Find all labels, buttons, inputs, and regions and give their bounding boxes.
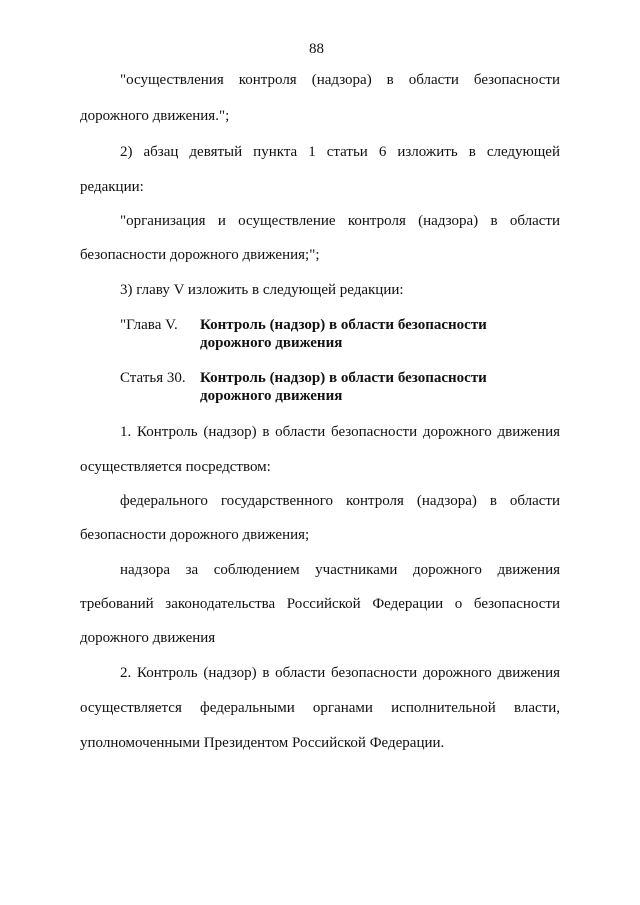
text-line: дорожного движения."; (80, 108, 230, 124)
text-line: редакции: (80, 179, 144, 195)
page-number: 88 (309, 41, 324, 57)
article-title-line: Контроль (надзор) в области безопасности (200, 370, 487, 386)
article-label: Статья 30. (120, 370, 186, 386)
text-line: "организация и осуществление контроля (надзора) в области (120, 213, 560, 229)
text-line: 2. Контроль (надзор) в области безопасности дорожного движения (120, 665, 560, 681)
text-line: 3) главу V изложить в следующей редакции: (120, 282, 404, 298)
text-line: осуществляется федеральными органами исполнительной власти, (80, 700, 560, 716)
chapter-label: "Глава V. (120, 317, 178, 333)
text-line: осуществляется посредством: (80, 459, 271, 475)
article-title-line: дорожного движения (200, 388, 343, 404)
chapter-title-line: дорожного движения (200, 335, 343, 351)
text-line: требований законодательства Российской Федерации о безопасности (80, 596, 560, 612)
text-line: федерального государственного контроля (надзора) в области (120, 493, 560, 509)
text-line: 1. Контроль (надзор) в области безопасности дорожного движения (120, 424, 560, 440)
text-line: 2) абзац девятый пункта 1 статьи 6 изложить в следующей (120, 144, 560, 160)
chapter-title-line: Контроль (надзор) в области безопасности (200, 317, 487, 333)
text-line: "осуществления контроля (надзора) в области безопасности (120, 72, 560, 88)
text-line: безопасности дорожного движения; (80, 527, 310, 543)
text-line: надзора за соблюдением участниками дорожного движения (120, 562, 560, 578)
text-line: уполномоченными Президентом Российской Федерации. (80, 735, 445, 751)
text-line: дорожного движения (80, 630, 216, 646)
text-line: безопасности дорожного движения;"; (80, 247, 320, 263)
